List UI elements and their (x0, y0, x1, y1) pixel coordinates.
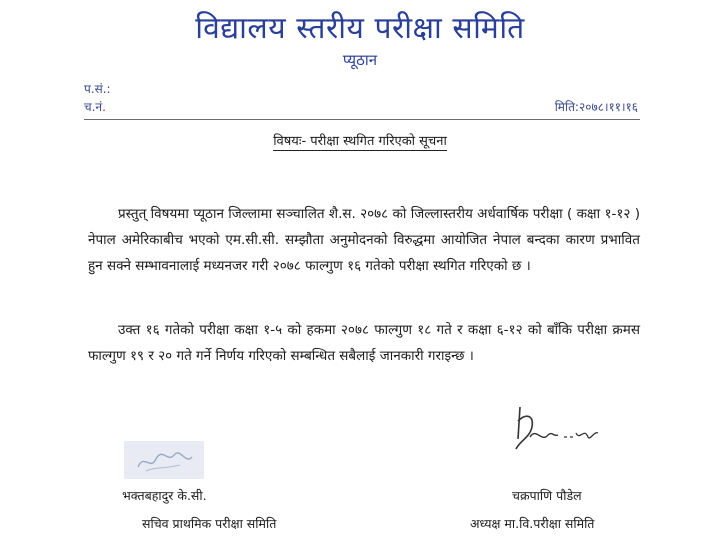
letter-number-label: प.सं.: (84, 82, 111, 96)
body-paragraph-2: उक्त १६ गतेको परीक्षा कक्षा १-५ को हकमा २०७८ फाल्गुण १८ गते र कक्षा ६-१२ को बाँकि परीक्षा क्रमस फाल्गुण १९ र २० गते गर्ने निर्णय गरिएको सम्बन्धित सबैलाई जानकारी गराइन्छ । (88, 322, 640, 364)
chairman-name: चक्रपाणि पौडेल (512, 488, 582, 503)
secretary-signature-image (124, 441, 204, 479)
chairman-designation: अध्यक्ष मा.वि.परीक्षा समिति (470, 516, 595, 531)
dispatch-number-label: च.नं. (84, 100, 106, 114)
header-divider (84, 119, 640, 120)
body-paragraph-1: प्रस्तुत् विषयमा प्यूठान जिल्लामा सञ्चालित शै.स. २०७८ को जिल्लास्तरीय अर्धवार्षिक परीक्षा ( कक्षा १-१२ ) नेपाल अमेरिकाबीच भएको एम.सी.सी. सम्झौता अनुमोदनको विरुद्धमा आयोजित नेपाल बन्दका कारण प्रभावित हुन सक्ने सम्भावनालाई मध्यनजर गरी २०७८ फाल्गुण १६ गतेको परीक्षा स्थगित गरिएको छ । (88, 206, 640, 274)
letterhead-title: विद्यालय स्तरीय परीक्षा समिति (195, 11, 525, 46)
letterhead-location: प्यूठान (342, 51, 378, 69)
notice-subject (0, 131, 720, 149)
secretary-designation: सचिव प्राथमिक परीक्षा समिति (142, 516, 277, 531)
secretary-name: भक्तबहादुर के.सी. (122, 488, 207, 503)
chairman-signature-image (506, 397, 606, 459)
subject-text: विषयः- परीक्षा स्थगित गरिएको सूचना (273, 134, 447, 149)
notice-date: मिति:२०७८।११।१६ (554, 100, 638, 114)
